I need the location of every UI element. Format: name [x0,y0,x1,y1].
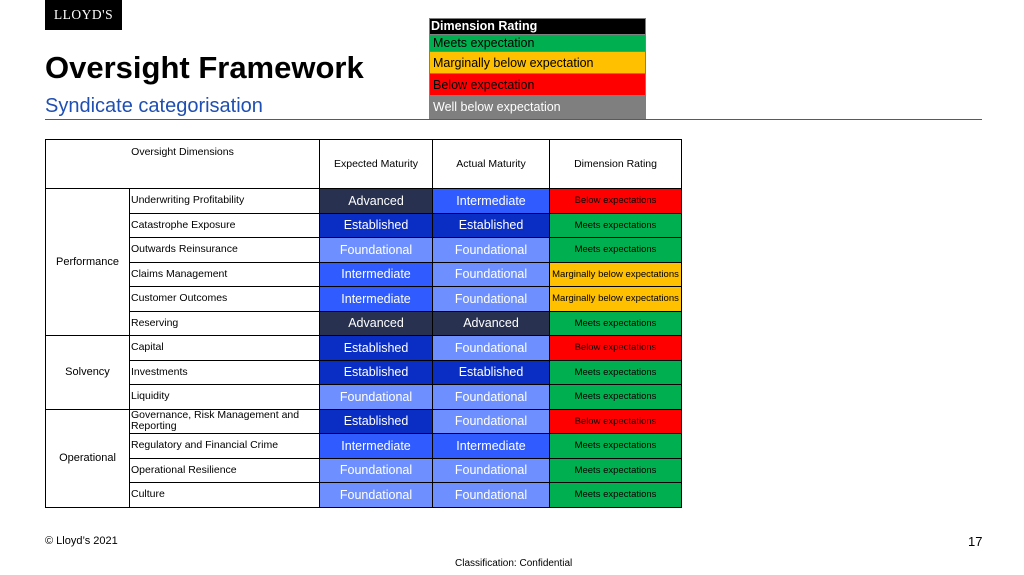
dimension-rating-cell: Meets expectations [550,434,682,459]
actual-maturity-cell: Advanced [433,311,550,336]
legend-item-below [430,73,645,95]
expected-maturity-cell: Intermediate [320,287,433,312]
table-row [46,458,682,483]
dimension-name: Catastrophe Exposure [130,213,320,238]
table-body [46,189,682,508]
legend-label: Marginally below expectation [433,55,594,70]
page-subtitle: Syndicate categorisation [45,95,263,117]
table-row [46,213,682,238]
dimension-name: Capital [130,336,320,361]
page-number: 17 [968,534,983,549]
legend-item-meets [430,34,645,51]
expected-maturity-cell: Foundational [320,385,433,410]
dimension-rating-cell: Below expectations [550,409,682,434]
dimension-rating-cell: Below expectations [550,189,682,214]
actual-maturity-cell: Foundational [433,483,550,508]
legend-label: Meets expectation [433,36,535,50]
dimension-name: Liquidity [130,385,320,410]
legend-label: Below expectation [433,77,535,92]
expected-maturity-cell: Intermediate [320,262,433,287]
legend-label: Well below expectation [433,100,561,114]
actual-maturity-cell: Foundational [433,262,550,287]
table-row [46,483,682,508]
rating-legend [429,18,646,119]
actual-maturity-cell: Foundational [433,238,550,263]
header-divider [45,119,982,120]
expected-maturity-cell: Intermediate [320,434,433,459]
header-dimension-rating: Dimension Rating [550,140,682,189]
dimension-name: Investments [130,360,320,385]
actual-maturity-cell: Foundational [433,287,550,312]
dimension-name: Claims Management [130,262,320,287]
actual-maturity-cell: Intermediate [433,434,550,459]
page-title: Oversight Framework [45,50,364,85]
header-oversight-dimensions: Oversight Dimensions [46,140,320,189]
legend-item-well-below [430,95,645,118]
dimension-name: Governance, Risk Management and Reporting [130,409,320,434]
dimension-name: Culture [130,483,320,508]
expected-maturity-cell: Foundational [320,458,433,483]
dimension-rating-cell: Meets expectations [550,385,682,410]
expected-maturity-cell: Established [320,409,433,434]
copyright: © Lloyd’s 2021 [45,535,118,547]
legend-item-marginally-below [430,51,645,73]
table-row [46,311,682,336]
table-row [46,360,682,385]
actual-maturity-cell: Foundational [433,385,550,410]
expected-maturity-cell: Foundational [320,238,433,263]
actual-maturity-cell: Foundational [433,409,550,434]
dimension-rating-cell: Meets expectations [550,360,682,385]
dimension-name: Underwriting Profitability [130,189,320,214]
dimension-rating-cell: Meets expectations [550,483,682,508]
table-header-row [46,140,682,189]
expected-maturity-cell: Advanced [320,189,433,214]
dimension-name: Regulatory and Financial Crime [130,434,320,459]
expected-maturity-cell: Established [320,360,433,385]
dimension-name: Operational Resilience [130,458,320,483]
table-row [46,434,682,459]
table-row [46,385,682,410]
dimension-name: Outwards Reinsurance [130,238,320,263]
group-label: Operational [46,409,130,507]
dimension-rating-cell: Meets expectations [550,311,682,336]
header-actual-maturity: Actual Maturity [433,140,550,189]
expected-maturity-cell: Established [320,213,433,238]
dimension-rating-cell: Marginally below expectations [550,262,682,287]
lloyds-logo [45,0,122,30]
header-expected-maturity: Expected Maturity [320,140,433,189]
dimension-name: Customer Outcomes [130,287,320,312]
table-row [46,409,682,434]
table-row [46,189,682,214]
actual-maturity-cell: Established [433,213,550,238]
dimension-rating-cell: Marginally below expectations [550,287,682,312]
table-row [46,287,682,312]
logo-text: LLOYD'S [53,7,114,22]
dimension-name: Reserving [130,311,320,336]
dimension-rating-cell: Meets expectations [550,213,682,238]
table-row [46,262,682,287]
actual-maturity-cell: Foundational [433,336,550,361]
table-row [46,238,682,263]
actual-maturity-cell: Established [433,360,550,385]
oversight-table [45,139,682,508]
table-row [46,336,682,361]
actual-maturity-cell: Foundational [433,458,550,483]
actual-maturity-cell: Intermediate [433,189,550,214]
dimension-rating-cell: Below expectations [550,336,682,361]
group-label: Performance [46,189,130,336]
group-label: Solvency [46,336,130,410]
legend-heading: Dimension Rating [430,19,645,34]
classification: Classification: Confidential [455,558,573,569]
expected-maturity-cell: Advanced [320,311,433,336]
expected-maturity-cell: Established [320,336,433,361]
dimension-rating-cell: Meets expectations [550,238,682,263]
dimension-rating-cell: Meets expectations [550,458,682,483]
expected-maturity-cell: Foundational [320,483,433,508]
